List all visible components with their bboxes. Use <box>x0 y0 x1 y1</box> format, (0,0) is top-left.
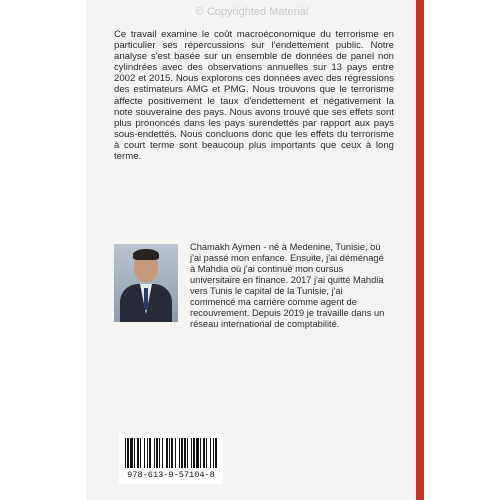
copyright-watermark: © Copyrighted Material <box>195 6 309 18</box>
barcode-label <box>119 434 223 484</box>
isbn-number: 978-613-9-57104-8 <box>127 470 215 480</box>
book-back-cover <box>86 0 418 500</box>
author-tie <box>144 288 148 310</box>
author-bio: Chamakh Aymen - né à Medenine, Tunisie, où j'ai passé mon enfance. Ensuite, j'ai déménagé à Mahdia où j'ai continué mon cursus universitaire en finance. 2017 j'ai quitté Mahdia vers Tunis le capital de la Tunisie, j'ai commencé ma carrière comme agent de recouvrement. Depuis 2019 je travaille dans un réseau international de comptabilité. <box>190 242 385 329</box>
author-photo <box>114 244 178 322</box>
author-hair <box>133 249 159 260</box>
abstract-text: Ce travail examine le coût macroéconomique du terrorisme en particulier ses répercussions sur l'endettement public. Notre analyse s'est basée sur un ensemble de données de panel non cylindrées avec des observations annuelles sur 13 pays entre 2002 et 2015. Nous explorons ces données avec des régressions des estimateurs AMG et PMG. Nous trouvons que le terrorisme affecte positivement le taux d'endettement et négativement la note souveraine des pays. Nous avons trouvé que ses effets sont plus prononcés dans les pays surendettés par rapport aux pays sous-endettés. Nous concluons donc que les effets du terrorisme à court terme sont beaucoup plus importants que ceux à long terme. <box>114 29 394 163</box>
barcode <box>125 438 217 468</box>
spine-edge <box>416 0 424 500</box>
